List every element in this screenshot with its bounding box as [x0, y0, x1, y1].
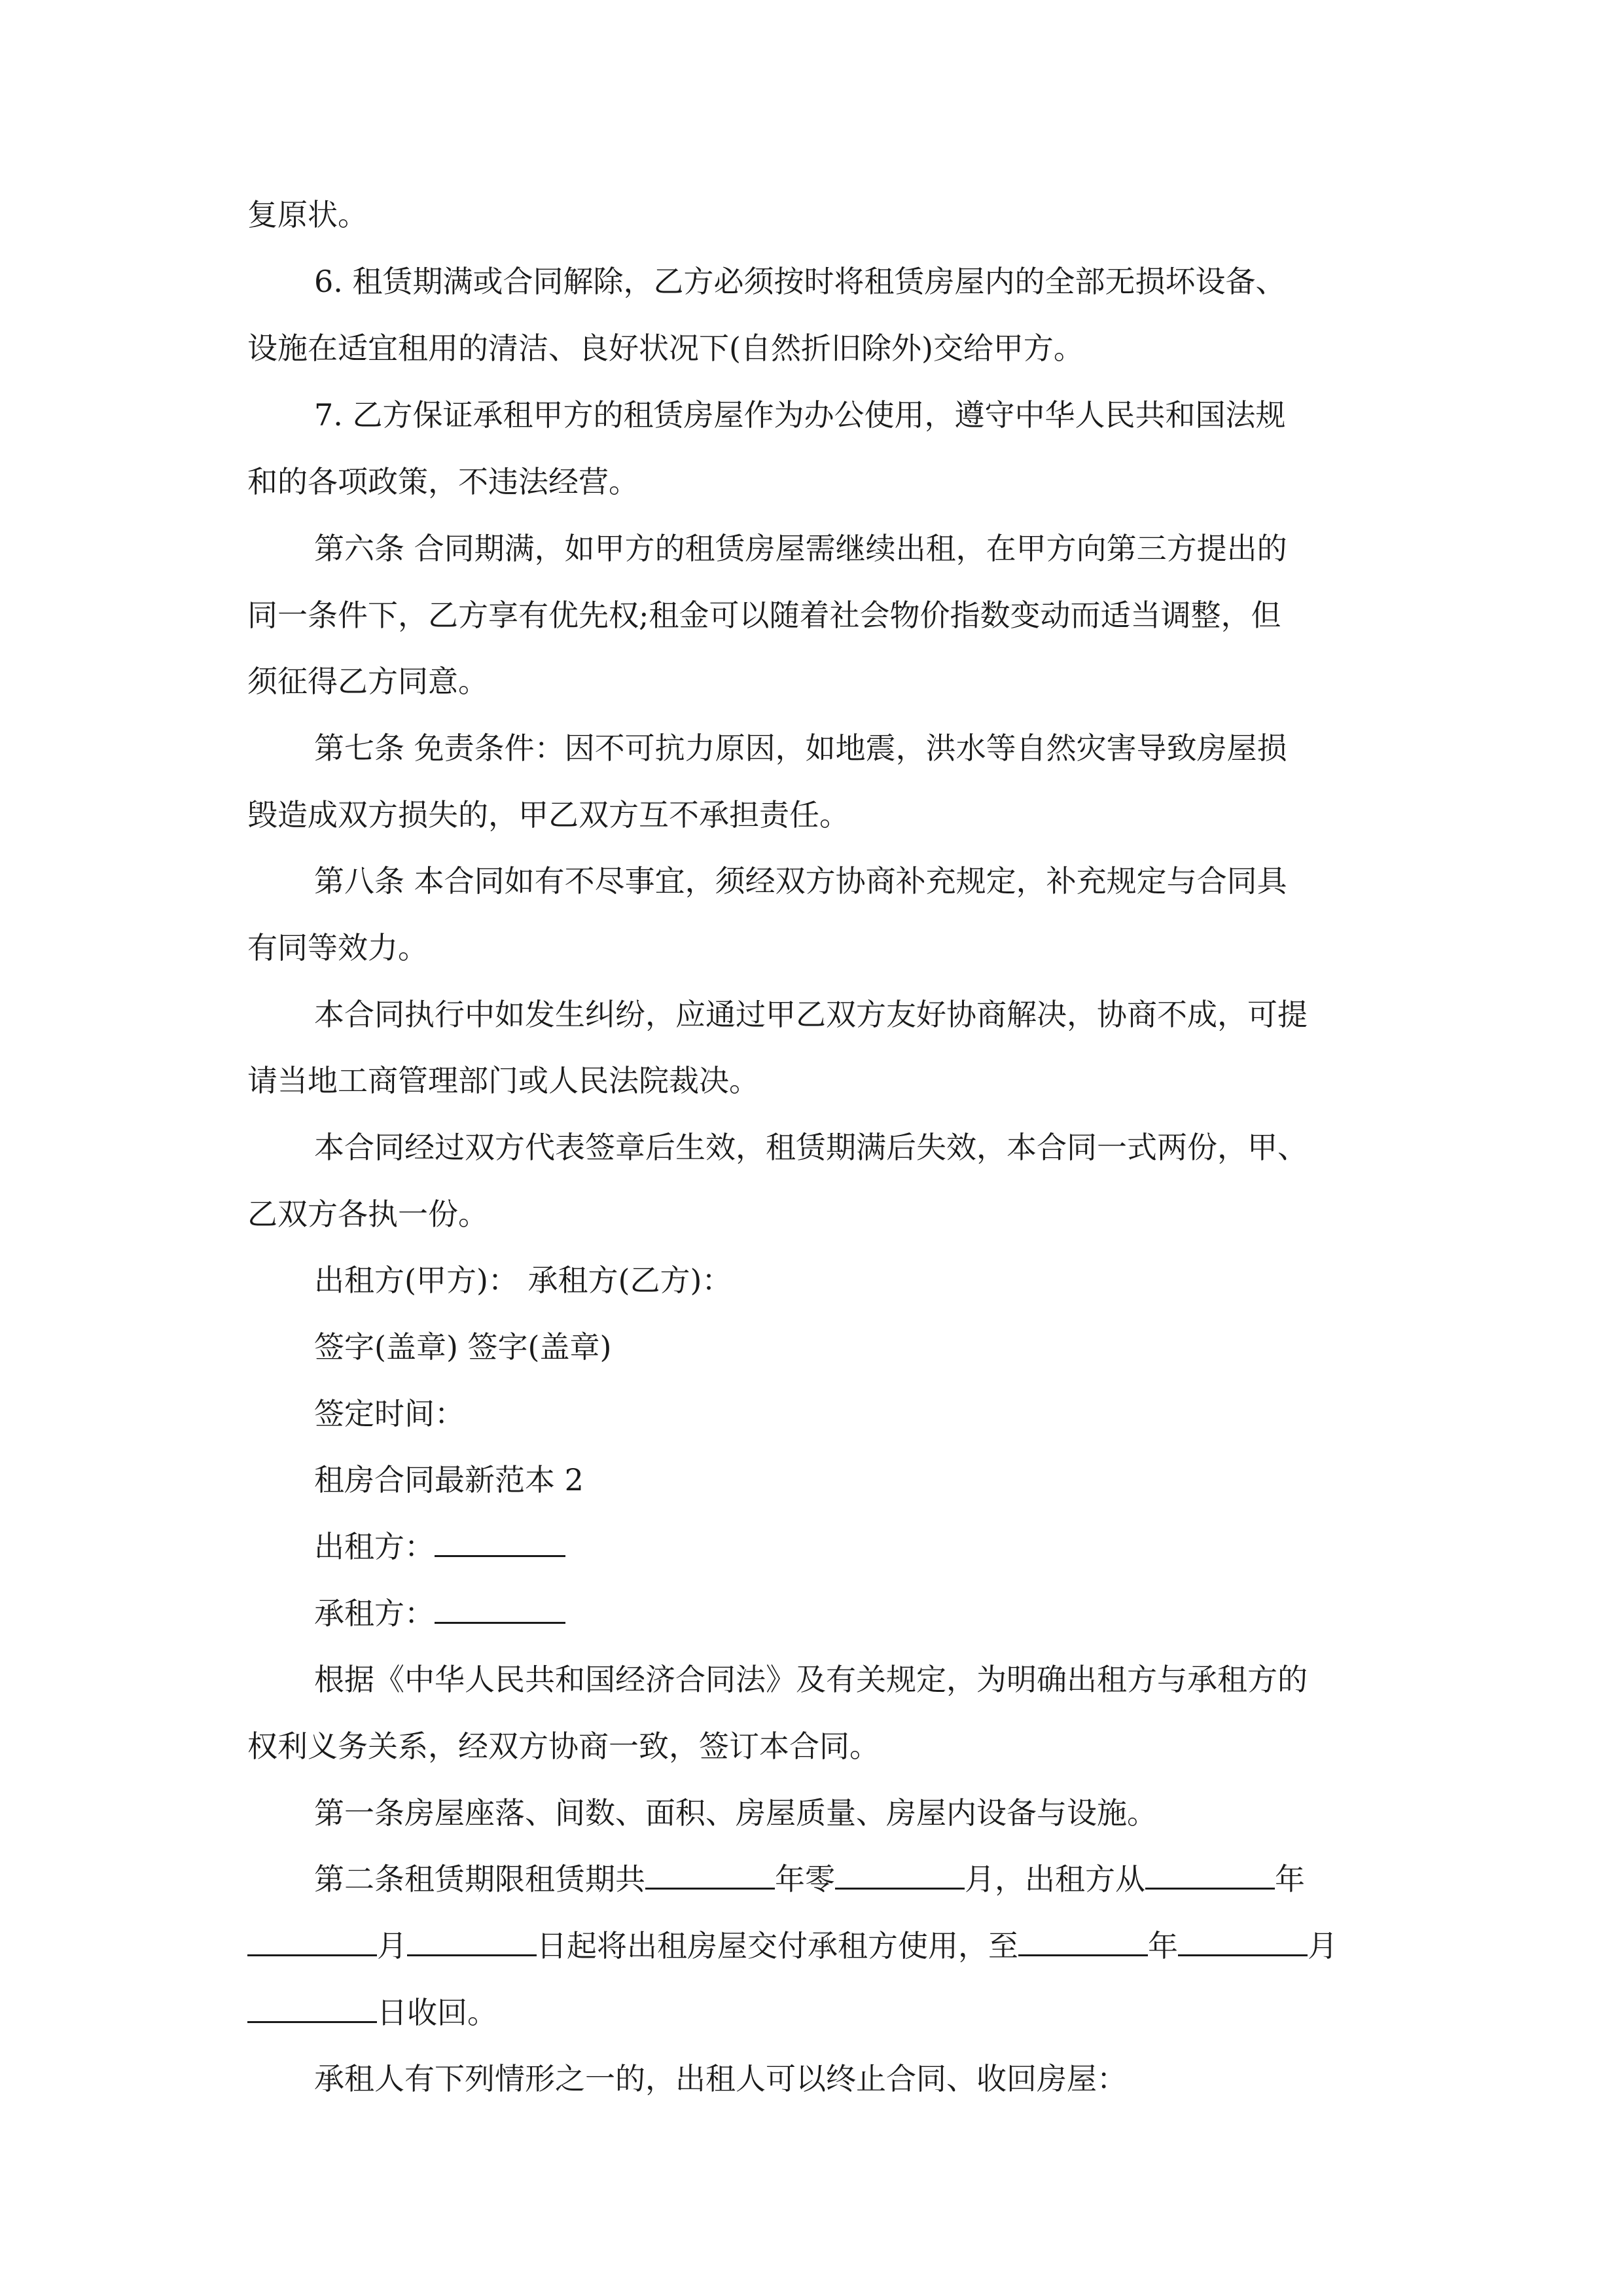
term-text: 月 — [377, 1928, 407, 1964]
paragraph-line: 6. 租赁期满或合同解除，乙方必须按时将租赁房屋内的全部无损坏设备、 — [314, 264, 1286, 299]
paragraph-line: 本合同执行中如发生纠纷，应通过甲乙双方友好协商解决，协商不成，可提 — [314, 997, 1308, 1032]
paragraph-line: 本合同经过双方代表签章后生效，租赁期满后失效，本合同一式两份，甲、 — [314, 1130, 1308, 1165]
parties-line: 出租方(甲方)： 承租方(乙方)： — [314, 1263, 732, 1298]
months-blank — [835, 1864, 965, 1890]
paragraph-line: 根据《中华人民共和国经济合同法》及有关规定，为明确出租方与承租方的 — [314, 1662, 1308, 1697]
paragraph-line: 设施在适宜租用的清洁、良好状况下(自然折旧除外)交给甲方。 — [247, 331, 1084, 366]
paragraph-line: 有同等效力。 — [247, 930, 428, 965]
lessor-line — [314, 1527, 565, 1566]
article-seven-line: 第七条 免责条件：因不可抗力原因，如地震，洪水等自然灾害导致房屋损 — [314, 730, 1287, 766]
article-six-line: 第六条 合同期满，如甲方的租赁房屋需继续出租，在甲方向第三方提出的 — [314, 531, 1287, 566]
paragraph-line: 请当地工商管理部门或人民法院裁决。 — [247, 1063, 759, 1098]
term-text: 年零 — [775, 1861, 835, 1897]
paragraph-line: 和的各项政策，不违法经营。 — [247, 464, 639, 499]
lessee-blank — [435, 1598, 565, 1624]
paragraph-line: 同一条件下，乙方享有优先权;租金可以随着社会物价指数变动而适当调整，但 — [247, 598, 1281, 633]
section-title: 租房合同最新范本 2 — [314, 1462, 584, 1498]
paragraph-line: 乙双方各执一份。 — [247, 1196, 488, 1232]
start-month-blank — [247, 1931, 377, 1956]
signing-date-line: 签定时间： — [314, 1396, 465, 1431]
term-text: 第二条租赁期限租赁期共 — [314, 1861, 645, 1897]
lease-term-line — [314, 1859, 1305, 1899]
lease-term-line — [247, 1926, 1338, 1965]
paragraph-line: 7. 乙方保证承租甲方的租赁房屋作为办公使用，遵守中华人民共和国法规 — [314, 397, 1286, 433]
paragraph-line: 须征得乙方同意。 — [247, 664, 488, 699]
term-text: 年 — [1275, 1861, 1305, 1897]
lease-term-line — [247, 1993, 497, 2032]
term-text: 年 — [1148, 1928, 1178, 1964]
lessor-label: 出租方： — [314, 1529, 435, 1564]
paragraph-line: 承租人有下列情形之一的，出租人可以终止合同、收回房屋： — [314, 2061, 1127, 2096]
term-text: 月 — [1308, 1928, 1338, 1964]
article-eight-line: 第八条 本合同如有不尽事宜，须经双方协商补充规定，补充规定与合同具 — [314, 863, 1287, 899]
signature-line: 签字(盖章) 签字(盖章) — [314, 1329, 612, 1365]
paragraph-line: 权利义务关系，经双方协商一致，签订本合同。 — [247, 1729, 880, 1764]
start-year-blank — [1145, 1864, 1275, 1890]
years-blank — [645, 1864, 775, 1890]
term-text: 日收回。 — [377, 1995, 497, 2030]
paragraph-line: 毁造成双方损失的，甲乙双方互不承担责任。 — [247, 797, 849, 833]
term-text: 日起将出租房屋交付承租方使用，至 — [537, 1928, 1018, 1964]
end-year-blank — [1018, 1931, 1148, 1956]
end-month-blank — [1178, 1931, 1308, 1956]
paragraph-line: 复原状。 — [247, 197, 368, 232]
lessee-line — [314, 1594, 565, 1633]
end-day-blank — [247, 1998, 377, 2023]
term-text: 月，出租方从 — [965, 1861, 1145, 1897]
lessor-blank — [435, 1532, 565, 1557]
article-one-line: 第一条房屋座落、间数、面积、房屋质量、房屋内设备与设施。 — [314, 1795, 1157, 1831]
start-day-blank — [407, 1931, 537, 1956]
lessee-label: 承租方： — [314, 1596, 435, 1631]
